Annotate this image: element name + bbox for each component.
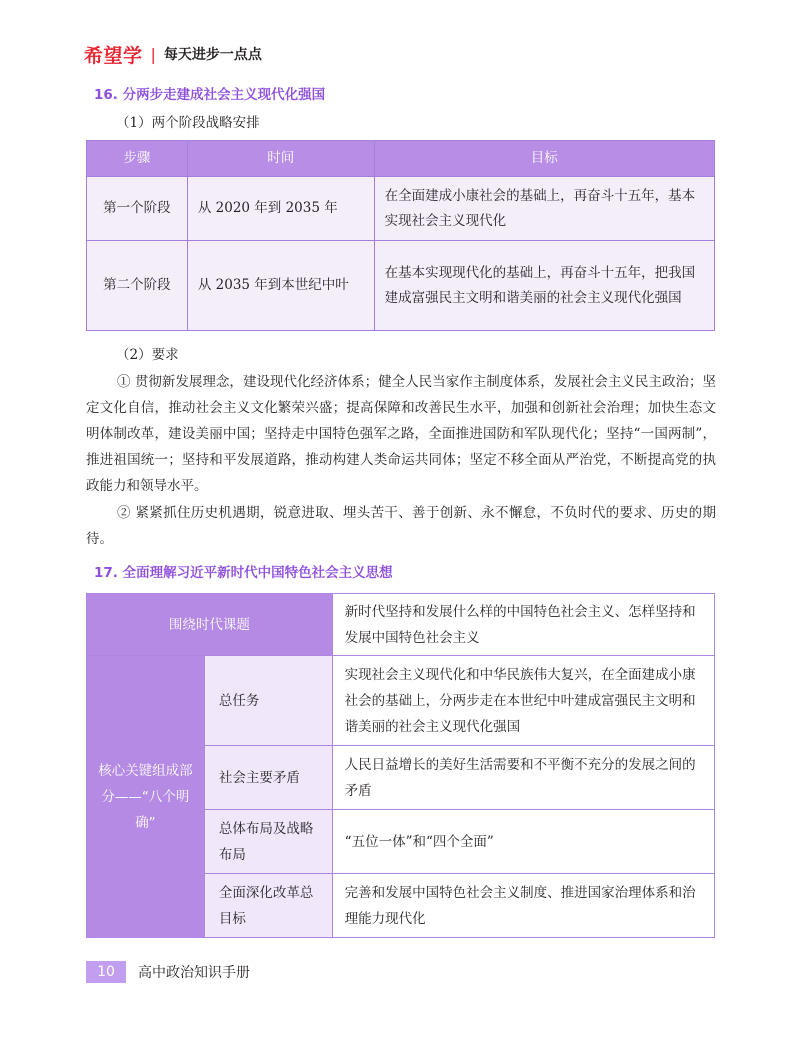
requirement-paragraph-1: ① 贯彻新发展理念，建设现代化经济体系；健全人民当家作主制度体系，发展社会主义民主政治；坚定文化自信，推动社会主义文化繁荣兴盛；提高保障和改善民生水平，加强和创新社会治理；加快生态文明体制改革，建设美丽中国；坚持走中国特色强军之路，全面推进国防和军队现代化；坚持“一国两制”，推进祖国统一；坚持和平发展道路，推动构建人类命运共同体；坚定不移全面从严治党，不断提高党的执政能力和领导水平。 bbox=[86, 374, 716, 494]
table-cell: 从 2020 年到 2035 年 bbox=[187, 177, 374, 241]
item-label: 全面深化改革总目标 bbox=[204, 874, 332, 938]
requirement-paragraph-2: ② 紧紧抓住历史机遇期，锐意进取、埋头苦干、善于创新、永不懈怠，不负时代的要求、历史的期待。 bbox=[86, 505, 716, 547]
table-cell: 第二个阶段 bbox=[87, 241, 188, 331]
item-value: 实现社会主义现代化和中华民族伟大复兴，在全面建成小康社会的基础上，分两步走在本世纪中叶建成富强民主文明和谐美丽的社会主义现代化强国 bbox=[332, 656, 714, 746]
item-value: 人民日益增长的美好生活需要和不平衡不充分的发展之间的矛盾 bbox=[332, 746, 714, 810]
table-row bbox=[87, 656, 715, 746]
section-17-heading: 17. 全面理解习近平新时代中国特色社会主义思想 bbox=[94, 565, 393, 581]
header-slogan: 每天进步一点点 bbox=[163, 47, 262, 63]
table-header-cell: 目标 bbox=[374, 141, 714, 177]
table-cell: 从 2035 年到本世纪中叶 bbox=[187, 241, 374, 331]
section-16-sub2: （2）要求 bbox=[116, 347, 179, 363]
thought-table bbox=[86, 593, 715, 938]
table-row bbox=[87, 241, 715, 331]
theme-label: 围绕时代课题 bbox=[87, 594, 333, 656]
table-header-cell: 步骤 bbox=[87, 141, 188, 177]
header-separator: | bbox=[150, 44, 156, 64]
section-16-heading: 16. 分两步走建成社会主义现代化强国 bbox=[94, 87, 326, 103]
table-row bbox=[87, 177, 715, 241]
item-value: “五位一体”和“四个全面” bbox=[332, 810, 714, 874]
theme-value: 新时代坚持和发展什么样的中国特色社会主义、怎样坚持和发展中国特色社会主义 bbox=[332, 594, 714, 656]
item-label: 总任务 bbox=[204, 656, 332, 746]
item-value: 完善和发展中国特色社会主义制度、推进国家治理体系和治理能力现代化 bbox=[332, 874, 714, 938]
stage-plan-table bbox=[86, 140, 715, 331]
book-title: 高中政治知识手册 bbox=[138, 965, 250, 981]
section-16-sub1: （1）两个阶段战略安排 bbox=[116, 115, 260, 131]
table-row bbox=[87, 594, 715, 656]
table-cell: 在基本实现现代化的基础上，再奋斗十五年，把我国建成富强民主文明和谐美丽的社会主义现代化强国 bbox=[374, 241, 714, 331]
page-header bbox=[84, 40, 262, 68]
table-cell: 第一个阶段 bbox=[87, 177, 188, 241]
item-label: 总体布局及战略布局 bbox=[204, 810, 332, 874]
brand-logo: 希望学 bbox=[84, 44, 143, 67]
page-number: 10 bbox=[86, 961, 126, 983]
core-label: 核心关键组成部分——“八个明确” bbox=[87, 656, 205, 938]
page-footer bbox=[86, 961, 250, 983]
item-label: 社会主要矛盾 bbox=[204, 746, 332, 810]
table-header-cell: 时间 bbox=[187, 141, 374, 177]
table-header-row bbox=[87, 141, 715, 177]
table-cell: 在全面建成小康社会的基础上，再奋斗十五年，基本实现社会主义现代化 bbox=[374, 177, 714, 241]
